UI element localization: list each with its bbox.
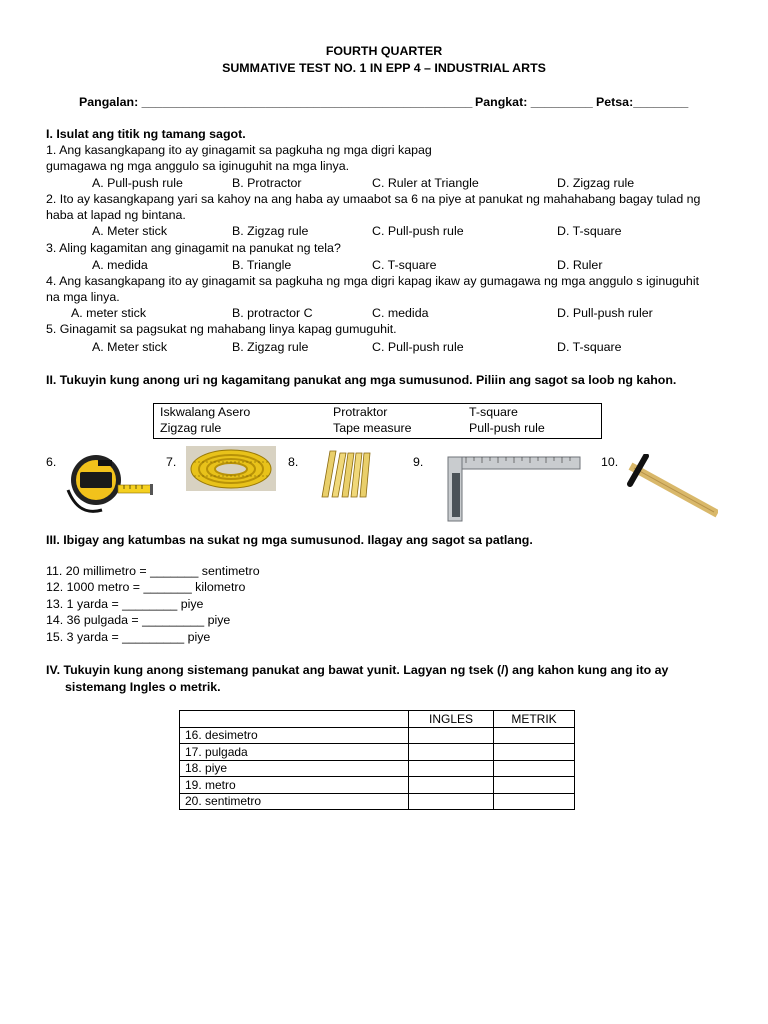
part4-title-b: sistemang Ingles o metrik. bbox=[65, 680, 221, 694]
check-cell-metrik[interactable] bbox=[494, 777, 575, 794]
q4-option-c: C. medida bbox=[372, 306, 429, 320]
item-7-number: 7. bbox=[166, 455, 177, 469]
q2-text-a: 2. Ito ay kasangkapang yari sa kahoy na ang haba ay umaabot sa 6 na piye at panukat ng mahahabang bagay tulad ng bbox=[46, 192, 701, 206]
check-cell-ingles[interactable] bbox=[409, 793, 494, 810]
choice-zigzag-rule: Zigzag rule bbox=[160, 421, 222, 435]
test-quarter-title: FOURTH QUARTER bbox=[325, 44, 443, 58]
check-cell-ingles[interactable] bbox=[409, 727, 494, 744]
item-13: 13. 1 yarda = ________ piye bbox=[46, 597, 204, 611]
q3-option-c: C. T-square bbox=[372, 258, 437, 272]
q4-option-a: A. meter stick bbox=[71, 306, 147, 320]
q2-option-b: B. Zigzag rule bbox=[232, 224, 309, 238]
t-square-picture bbox=[626, 454, 718, 518]
unit-sentimetro: 20. sentimetro bbox=[180, 793, 409, 810]
q5-option-d: D. T-square bbox=[557, 340, 622, 354]
check-cell-ingles[interactable] bbox=[409, 760, 494, 777]
q1-option-c: C. Ruler at Triangle bbox=[372, 176, 479, 190]
item-15: 15. 3 yarda = _________ piye bbox=[46, 630, 211, 644]
q4-text-b: na mga linya. bbox=[46, 290, 120, 304]
choice-pull-push-rule: Pull-push rule bbox=[469, 421, 545, 435]
check-cell-ingles[interactable] bbox=[409, 744, 494, 761]
part4-title-a: IV. Tukuyin kung anong sistemang panukat ang bawat yunit. Lagyan ng tsek (/) ang kahon kung ang ito ay bbox=[46, 663, 669, 677]
table-row bbox=[180, 727, 575, 744]
item-6-number: 6. bbox=[46, 455, 57, 469]
choice-protraktor: Protraktor bbox=[333, 405, 388, 419]
check-cell-ingles[interactable] bbox=[409, 777, 494, 794]
date-field-label: Petsa:________ bbox=[596, 95, 689, 109]
choice-tape-measure: Tape measure bbox=[333, 421, 412, 435]
q3-text: 3. Aling kagamitan ang ginagamit na panukat ng tela? bbox=[46, 241, 341, 255]
name-field-label: Pangalan: ________________________________________________ bbox=[79, 95, 473, 109]
q4-option-d: D. Pull-push ruler bbox=[557, 306, 653, 320]
q5-option-b: B. Zigzag rule bbox=[232, 340, 309, 354]
q1-text-a: 1. Ang kasangkapang ito ay ginagamit sa pagkuha ng mga digri kapag bbox=[46, 143, 432, 157]
header-metrik: METRIK bbox=[494, 711, 575, 728]
check-cell-metrik[interactable] bbox=[494, 744, 575, 761]
q3-option-a: A. medida bbox=[92, 258, 148, 272]
check-cell-metrik[interactable] bbox=[494, 760, 575, 777]
item-12: 12. 1000 metro = _______ kilometro bbox=[46, 580, 246, 594]
q2-text-b: haba at lapad ng bintana. bbox=[46, 208, 186, 222]
item-9-number: 9. bbox=[413, 455, 424, 469]
steel-square-picture bbox=[446, 455, 582, 523]
item-8-number: 8. bbox=[288, 455, 299, 469]
tape-measure-picture bbox=[186, 446, 276, 491]
q1-option-d: D. Zigzag rule bbox=[557, 176, 635, 190]
check-cell-metrik[interactable] bbox=[494, 793, 575, 810]
table-row bbox=[180, 793, 575, 810]
unit-pulgada: 17. pulgada bbox=[180, 744, 409, 761]
part1-title: I. Isulat ang titik ng tamang sagot. bbox=[46, 127, 246, 141]
test-title: SUMMATIVE TEST NO. 1 IN EPP 4 – INDUSTRIAL ARTS bbox=[222, 61, 546, 75]
header-ingles: INGLES bbox=[409, 711, 494, 728]
header-unit-cell bbox=[180, 711, 409, 728]
q4-text-a: 4. Ang kasangkapang ito ay ginagamit sa pagkuha ng mga digri kapag ikaw ay gumagawa ng mga anggulo s iginuguhit bbox=[46, 274, 700, 288]
q1-option-b: B. Protractor bbox=[232, 176, 302, 190]
unit-desimetro: 16. desimetro bbox=[180, 727, 409, 744]
choice-t-square: T-square bbox=[469, 405, 518, 419]
q5-option-c: C. Pull-push rule bbox=[372, 340, 464, 354]
table-row bbox=[180, 744, 575, 761]
item-10-number: 10. bbox=[601, 455, 619, 469]
choice-iskwalang-asero: Iskwalang Asero bbox=[160, 405, 251, 419]
q5-option-a: A. Meter stick bbox=[92, 340, 168, 354]
item-14: 14. 36 pulgada = _________ piye bbox=[46, 613, 231, 627]
table-row bbox=[180, 760, 575, 777]
part2-title: II. Tukuyin kung anong uri ng kagamitang panukat ang mga sumusunod. Piliin ang sagot sa loob ng kahon. bbox=[46, 373, 677, 387]
q1-option-a: A. Pull-push rule bbox=[92, 176, 183, 190]
pull-push-rule-picture bbox=[58, 452, 158, 518]
q5-text: 5. Ginagamit sa pagsukat ng mahabang linya kapag gumuguhit. bbox=[46, 322, 397, 336]
q4-option-b: B. protractor C bbox=[232, 306, 313, 320]
unit-metro: 19. metro bbox=[180, 777, 409, 794]
q2-option-a: A. Meter stick bbox=[92, 224, 168, 238]
table-row bbox=[180, 777, 575, 794]
q2-option-d: D. T-square bbox=[557, 224, 622, 238]
units-table bbox=[179, 710, 575, 810]
q3-option-b: B. Triangle bbox=[232, 258, 292, 272]
zigzag-rule-picture bbox=[318, 449, 372, 499]
q2-option-c: C. Pull-push rule bbox=[372, 224, 464, 238]
units-table-header bbox=[180, 711, 575, 728]
part3-title: III. Ibigay ang katumbas na sukat ng mga sumusunod. Ilagay ang sagot sa patlang. bbox=[46, 533, 533, 547]
q3-option-d: D. Ruler bbox=[557, 258, 603, 272]
section-field-label: Pangkat: _________ bbox=[475, 95, 593, 109]
q1-text-b: gumagawa ng mga anggulo sa iginuguhit na mga linya. bbox=[46, 159, 350, 173]
check-cell-metrik[interactable] bbox=[494, 727, 575, 744]
item-11: 11. 20 millimetro = _______ sentimetro bbox=[46, 564, 260, 578]
unit-piye: 18. piye bbox=[180, 760, 409, 777]
